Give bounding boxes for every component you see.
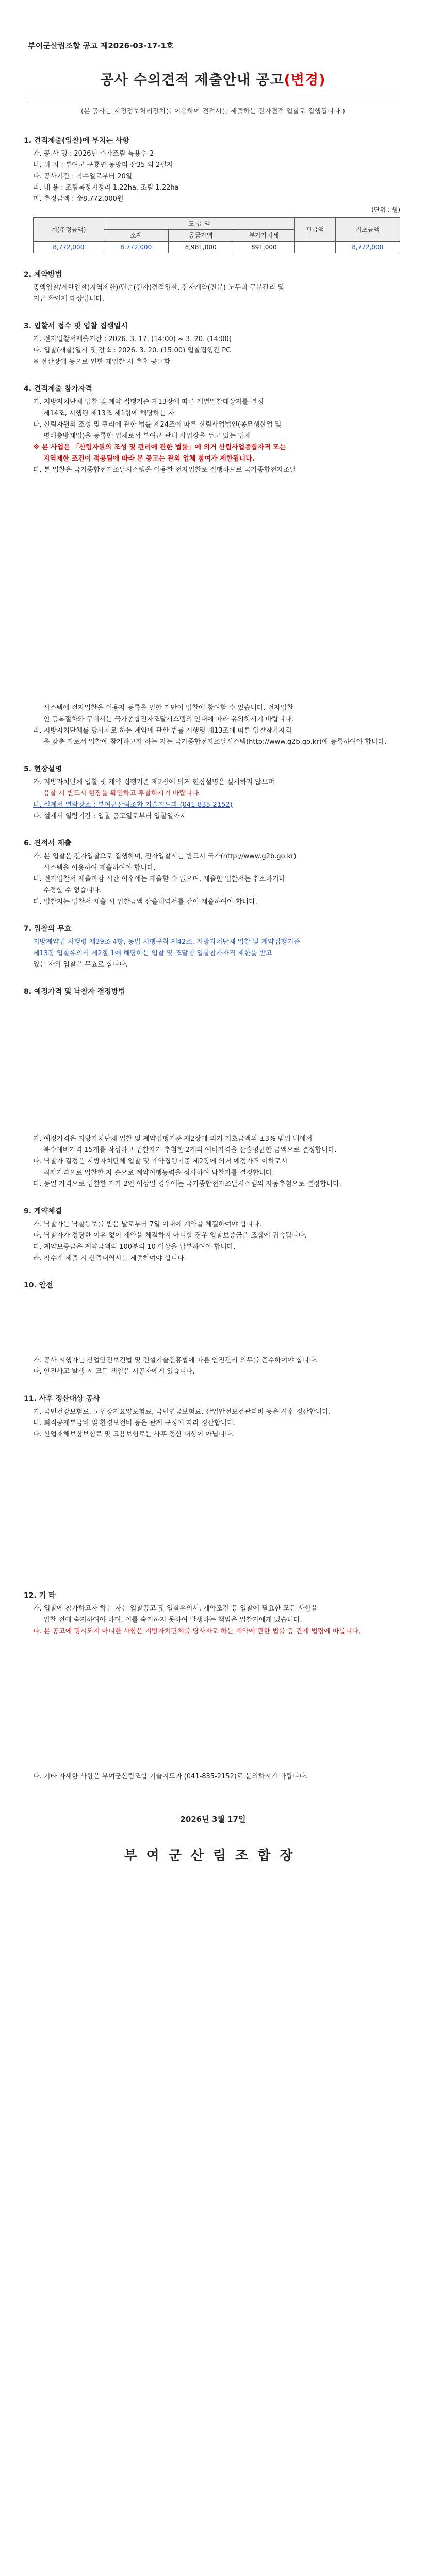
section-contract-method (24, 269, 402, 305)
warning-line: 지역제한 조건이 적용됨에 따라 본 공고는 관외 업체 참여가 제한됩니다. (43, 455, 255, 463)
col-vat: 부가가치세 (233, 230, 295, 242)
project-content: 라. 내 용 : 조림목정지정리 1.22ha, 조림 1.22ha (33, 184, 179, 192)
section-heading: 3. 입찰서 접수 및 입찰 집행일시 (24, 322, 128, 330)
project-name: 가. 공 사 명 : 2026년 추가조림 특용수-2 (33, 150, 154, 158)
text-line: 다. 본 입찰은 국가종합전자조달시스템을 이용한 전자입찰로 집행하므로 국가종합전자조달 (33, 466, 297, 474)
text-line: 나. 전자입찰서 제출마감 시간 이후에는 제출할 수 없으며, 제출한 입찰서는 취소하거나 (33, 875, 286, 883)
blank-area (24, 999, 402, 1133)
section-site-briefing (24, 764, 402, 822)
note-line: ※ 전산장애 등으로 인한 재입찰 시 추후 공고함 (33, 358, 170, 366)
text-line: 수정할 수 없습니다. (43, 887, 102, 894)
submission-period: 가. 전자입찰서제출기간 : 2026. 3. 17. (14:00) ~ 3. 20. (14:00) (33, 335, 232, 343)
text-line: 지급 확인제 대상입니다. (33, 295, 104, 303)
text-line: 나. 안전사고 발생 시 모든 책임은 시공자에게 있습니다. (33, 1368, 195, 1376)
text-line: 가. 국민건강보험료, 노인장기요양보험료, 국민연금보험료, 산업안전보건관리비 등은 사후 정산합니다. (33, 1408, 331, 1416)
text-line: 나. 퇴직공제부금비 및 환경보전비 등은 관계 규정에 따라 정산합니다. (33, 1419, 236, 1427)
text-line: 제14조, 시행령 제13조 제1항에 해당하는 자 (43, 410, 175, 417)
section-heading: 8. 예정가격 및 낙찰자 결정방법 (24, 988, 125, 996)
col-breakdown: 도 급 액 (104, 218, 295, 230)
cell-sum: 8,772,000 (104, 242, 168, 253)
text-line: 나. 산림자원의 조성 및 관리에 관한 법률 제24조에 따른 산림사업법인(종묘생산업 및 (33, 421, 282, 429)
section-price-award (24, 986, 402, 1190)
section-heading: 10. 안전 (24, 1281, 53, 1290)
text-line: 나. 낙찰자 결정은 지방자치단체 입찰 및 계약집행기준 제2장에 의거 예정가격 이하로서 (33, 1158, 288, 1165)
section-invalid-bids (24, 923, 402, 971)
subtitle: (본 공사는 지정정보처리장치를 이용하여 견적서를 제출하는 전자견적 입찰로 집행됩니다.) (81, 108, 345, 115)
issuer-name: 부여군산림조합장 (124, 1848, 302, 1863)
cell-base: 8,772,000 (335, 242, 400, 253)
text-line: 가. 예정가격은 지방자치단체 입찰 및 계약집행기준 제2장에 의거 기초금액의 ±3% 범위 내에서 (33, 1135, 313, 1143)
section-heading: 5. 현장설명 (24, 765, 62, 773)
text-line: 시스템에 전자입찰을 이용자 등록을 필한 자만이 입찰에 참여할 수 있습니다. 전자입찰 (43, 704, 293, 712)
title-main: 공사 수의견적 제출안내 공고 (100, 72, 284, 88)
text-line: 다. 동일 가격으로 입찰한 자가 2인 이상일 경우에는 국가종합전자조달시스템의 자동추첨으로 결정합니다. (33, 1180, 341, 1188)
budget-table (33, 217, 400, 253)
notice-date: 2026년 3월 17일 (180, 1815, 246, 1824)
notice-number: 부여군산림조합 공고 제2026-03-17-1호 (28, 41, 174, 50)
section-heading: 11. 사후 정산대상 공사 (24, 1395, 100, 1403)
blank-area (24, 1440, 402, 1574)
section-submission (24, 838, 402, 908)
text-line: 병해충방제업)을 등록한 업체로서 부여군 관내 사업장을 두고 있는 업체 (43, 432, 251, 440)
section-heading: 12. 기 타 (24, 1591, 56, 1600)
section-settlement (24, 1393, 402, 1574)
warning-line: 응찰 시 반드시 현장을 확인하고 투찰하시기 바랍니다. (43, 790, 201, 798)
page-title (24, 69, 402, 89)
section-heading: 1. 견적제출(입찰)에 부치는 사항 (24, 137, 129, 145)
col-supply: 공급가액 (168, 230, 233, 242)
blank-area (24, 476, 402, 703)
section-heading: 2. 계약방법 (24, 270, 62, 279)
title-divider (26, 98, 400, 99)
unit-note: (단위 : 원) (371, 206, 400, 213)
project-estimate: 마. 추정금액 : 金8,772,000원 (33, 195, 124, 203)
text-line: 나. 본 공고에 명시되지 아니한 사항은 지방자치단체를 당사자로 하는 계약에 관한 법률 등 관계 법령에 따릅니다. (33, 1628, 361, 1635)
section-schedule (24, 320, 402, 368)
text-line: 복수예비가격 15개를 작성하고 입찰자가 추첨한 2개의 예비가격을 산술평균한 금액으로 결정합니다. (43, 1146, 337, 1154)
text-line: 총액입찰/제한입찰(지역제한)/단순(전자)견적입찰, 전자계약(전문) 노무비 구분관리 및 (33, 284, 284, 292)
text-line: 다. 산업재해보상보험료 및 고용보험료는 사후 정산 대상이 아닙니다. (33, 1431, 234, 1438)
section-heading: 6. 견적서 제출 (24, 839, 72, 848)
text-line: 가. 본 입찰은 전자입찰으로 집행하며, 전자입찰서는 반드시 국가(http://www.g2b.go.kr) (33, 853, 297, 860)
text-line: 라. 지방자치단체를 당사자로 하는 계약에 관한 법률 시행령 제13조에 따른 입찰참가자격 (33, 727, 292, 735)
blank-area (24, 1637, 402, 1771)
col-base: 기초금액 (335, 218, 400, 242)
cell-vat: 891,000 (233, 242, 295, 253)
cell-supply: 8,981,000 (168, 242, 233, 253)
text-line: 가. 공사 시행자는 산업안전보건법 및 건설기술진흥법에 따른 안전관리 의무를 준수하여야 합니다. (33, 1357, 318, 1364)
section-heading: 4. 견적제출 참가자격 (24, 385, 92, 393)
text-line: 라. 착수계 제출 시 산출내역서를 제출하여야 합니다. (33, 1255, 186, 1262)
text-line: 을 갖춘 자로서 입찰에 참가하고자 하는 자는 국가종합전자조달시스템(http://www.g2b.go.kr)에 등록하여야 합니다. (43, 738, 387, 746)
section-heading: 9. 계약체결 (24, 1207, 62, 1215)
text-line: 가. 지방자치단체 입찰 및 계약 집행기준 제2장에 의거 현장설명은 실시하지 않으며 (33, 778, 275, 786)
text-line: 지방계약법 시행령 제39조 4항, 동법 시행규칙 제42조, 지방자치단체 입찰 및 계약집행기준 (33, 938, 300, 946)
section-bid-items (24, 135, 402, 253)
warning-line: ※ 본 사업은 「산림자원의 조성 및 관리에 관한 법률」에 의거 산림사업종합자격 또는 (33, 444, 286, 451)
opening-datetime: 나. 입찰(개찰)일시 및 장소 : 2026. 3. 20. (15:00) 입찰집행관 PC (33, 347, 231, 354)
text-line: 시스템을 이용하여 제출하여야 합니다. (43, 864, 156, 872)
text-line: 제13장 입찰유의서 제2절 1에 해당하는 입찰 및 조달청 입찰참가자격 제한을 받고 (33, 950, 272, 957)
cell-govt (295, 242, 335, 253)
cell-total: 8,772,000 (34, 242, 104, 253)
title-change-mark: (변경) (284, 72, 326, 88)
col-sum: 소계 (104, 230, 168, 242)
col-total: 계(추정금액) (34, 218, 104, 242)
text-line: 가. 지방자치단체 입찰 및 계약 집행기준 제13장에 따른 개별입찰대상자를 결정 (33, 398, 264, 406)
project-location: 나. 위 치 : 부여군 구룡면 동방리 산35 외 2필지 (33, 161, 173, 169)
text-line (24, 800, 402, 811)
text-line: 다. 기타 자세한 사항은 부여군산림조합 기술지도과 (041-835-2152)로 문의하시기 바랍니다. (33, 1773, 308, 1781)
text-line: 가. 입찰에 참가하고자 하는 자는 입찰공고 및 입찰유의서, 계약조건 등 입찰에 필요한 모든 사항을 (33, 1605, 318, 1613)
text-line: 있는 자의 입찰은 무효로 합니다. (33, 961, 128, 969)
col-govt: 관급액 (295, 218, 335, 242)
project-period: 다. 공사기간 : 착수일로부터 20일 (33, 173, 133, 180)
section-eligibility (24, 383, 402, 748)
text-line: 인 등록절차와 구비서는 국가종합전자조달시스템의 안내에 따라 유의하시기 바랍니다. (43, 716, 294, 723)
blank-area (24, 1293, 402, 1355)
text-line: 최저가격으로 입찰한 자 순으로 계약이행능력을 심사하여 낙찰자를 결정합니다. (43, 1169, 274, 1177)
text-line: 입찰 전에 숙지하여야 하며, 이를 숙지하지 못하여 발생하는 책임은 입찰자에게 있습니다. (43, 1616, 302, 1624)
text-line: 다. 계약보증금은 계약금액의 100분의 10 이상을 납부하여야 합니다. (33, 1243, 236, 1251)
design-viewing-location: 나. 설계서 열람장소 : 부여군산림조합 기술지도과 (041-835-2152) (33, 801, 233, 809)
section-safety (24, 1280, 402, 1378)
text-line: 다. 설계서 열람기간 : 입찰 공고일로부터 입찰일까지 (33, 812, 187, 820)
text-line: 다. 입찰자는 입찰서 제출 시 입찰금액 산출내역서를 같이 제출하여야 합니다. (33, 898, 257, 906)
section-misc (24, 1590, 402, 1783)
text-line: 가. 낙찰자는 낙찰통보를 받은 날로부터 7일 이내에 계약을 체결하여야 합니다. (33, 1221, 262, 1228)
section-contract (24, 1206, 402, 1264)
section-heading: 7. 입찰의 무효 (24, 925, 72, 933)
text-line: 나. 낙찰자가 정당한 이유 없이 계약을 체결하지 아니할 경우 입찰보증금은 조합에 귀속됩니다. (33, 1232, 307, 1240)
